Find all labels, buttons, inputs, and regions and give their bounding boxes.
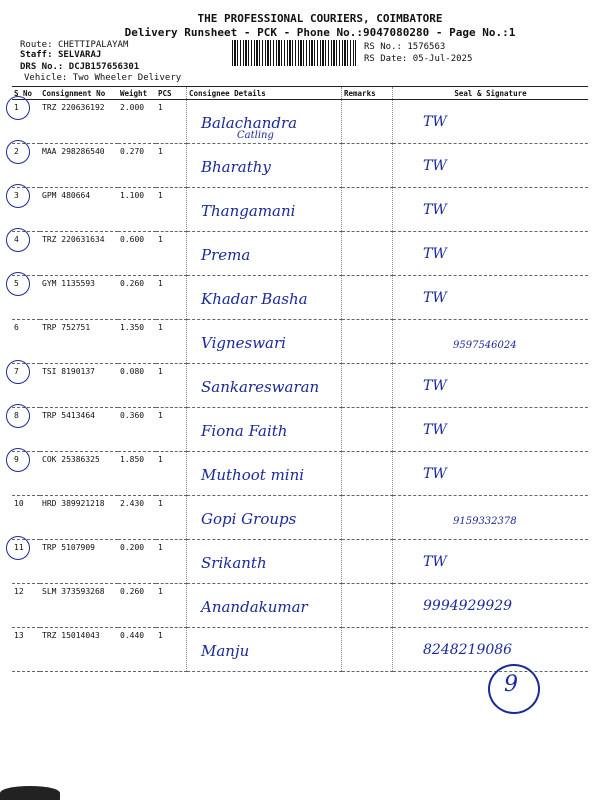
table-row <box>12 452 588 496</box>
consignee-handwriting: Prema <box>201 246 251 264</box>
vehicle-value: Two Wheeler Delivery <box>72 73 182 83</box>
col-remarks: Remarks <box>342 87 393 100</box>
seal-signature: TW <box>423 246 447 262</box>
barcode <box>232 40 356 66</box>
table-row <box>12 408 588 452</box>
cell-consignee <box>187 584 342 628</box>
col-sno: S No <box>12 87 40 100</box>
table-row <box>12 584 588 628</box>
cell-remarks <box>342 276 393 320</box>
vehicle-line <box>24 73 181 83</box>
cell-pcs: 1 <box>156 584 187 628</box>
staff-label: Staff: <box>20 50 53 60</box>
vehicle-label: Vehicle: <box>24 73 68 83</box>
seal-signature: TW <box>423 422 447 438</box>
cell-seal <box>393 364 589 408</box>
drs-label: DRS No.: <box>20 62 64 72</box>
sno-text: 13 <box>14 631 24 640</box>
drs-line <box>20 62 139 72</box>
cell-consignee <box>187 496 342 540</box>
cell-seal <box>393 452 589 496</box>
seal-signature: TW <box>423 290 447 306</box>
col-weight: Weight <box>118 87 156 100</box>
cell-seal <box>393 100 589 144</box>
cell-consignee <box>187 540 342 584</box>
cell-consignment: TRP 752751 <box>40 320 118 364</box>
cell-remarks <box>342 144 393 188</box>
cell-weight: 0.200 <box>118 540 156 584</box>
cell-pcs: 1 <box>156 188 187 232</box>
cell-sno <box>12 408 40 452</box>
col-seal: Seal & Signature <box>393 87 589 100</box>
table-row <box>12 628 588 672</box>
sno-text: 7 <box>14 367 19 376</box>
cell-seal <box>393 320 589 364</box>
cell-pcs: 1 <box>156 408 187 452</box>
cell-consignment: TRZ 220636192 <box>40 100 118 144</box>
cell-weight: 2.430 <box>118 496 156 540</box>
table-row <box>12 496 588 540</box>
cell-pcs: 1 <box>156 232 187 276</box>
cell-remarks <box>342 540 393 584</box>
staff-value: SELVARAJ <box>57 50 102 60</box>
sno-text: 6 <box>14 323 19 332</box>
consignee-handwriting: Srikanth <box>201 554 267 572</box>
table-row <box>12 364 588 408</box>
runsheet-subtitle: Delivery Runsheet - PCK - Phone No.:9047080280 - Page No.:1 <box>124 26 516 39</box>
consignee-handwriting: Manju <box>201 642 250 660</box>
table-row <box>12 144 588 188</box>
rs-no-value: 1576563 <box>407 42 446 52</box>
cell-sno <box>12 540 40 584</box>
rs-date-line <box>364 54 472 64</box>
cell-consignment: SLM 373593268 <box>40 584 118 628</box>
seal-signature: 9994929929 <box>423 598 513 614</box>
consignee-handwriting: Fiona Faith <box>201 422 288 440</box>
sno-text: 2 <box>14 147 19 156</box>
cell-remarks <box>342 628 393 672</box>
cell-sno <box>12 188 40 232</box>
cell-pcs: 1 <box>156 100 187 144</box>
table-row <box>12 100 588 144</box>
cell-remarks <box>342 188 393 232</box>
consignee-handwriting: Gopi Groups <box>201 510 297 528</box>
cell-sno <box>12 584 40 628</box>
cell-consignment: TRP 5413464 <box>40 408 118 452</box>
cell-weight: 0.600 <box>118 232 156 276</box>
seal-phone: 9159332378 <box>453 516 517 527</box>
cell-weight: 0.260 <box>118 276 156 320</box>
cell-pcs: 1 <box>156 540 187 584</box>
cell-consignment: MAA 298286540 <box>40 144 118 188</box>
consignee-handwriting: Balachandra <box>201 114 298 132</box>
sno-text: 10 <box>14 499 24 508</box>
cell-remarks <box>342 496 393 540</box>
cell-consignee <box>187 364 342 408</box>
table-row <box>12 188 588 232</box>
seal-signature: TW <box>423 554 447 570</box>
cell-remarks <box>342 100 393 144</box>
cell-seal <box>393 188 589 232</box>
seal-phone: 9597546024 <box>453 340 517 351</box>
staff-line <box>20 50 101 60</box>
consignee-handwriting: Vigneswari <box>201 334 286 352</box>
cell-seal <box>393 144 589 188</box>
rs-no-line <box>364 42 445 52</box>
rs-date-value: 05-Jul-2025 <box>412 54 473 64</box>
sno-text: 11 <box>14 543 24 552</box>
sno-text: 8 <box>14 411 19 420</box>
cell-consignment: HRD 389921218 <box>40 496 118 540</box>
cell-sno <box>12 276 40 320</box>
cell-sno <box>12 100 40 144</box>
cell-weight: 2.000 <box>118 100 156 144</box>
cell-weight: 1.350 <box>118 320 156 364</box>
route-label: Route: <box>20 40 53 50</box>
cell-consignee <box>187 188 342 232</box>
table-row <box>12 276 588 320</box>
sno-text: 9 <box>14 455 19 464</box>
cell-weight: 0.080 <box>118 364 156 408</box>
sno-text: 5 <box>14 279 19 288</box>
consignee-handwriting: Thangamani <box>201 202 296 220</box>
consignee-handwriting: Sankareswaran <box>201 378 320 396</box>
cell-consignee <box>187 144 342 188</box>
cell-pcs: 1 <box>156 320 187 364</box>
runsheet-table <box>12 86 588 672</box>
seal-signature: TW <box>423 378 447 394</box>
circled-mark <box>488 664 540 714</box>
cell-remarks <box>342 320 393 364</box>
cell-consignee <box>187 320 342 364</box>
cell-sno <box>12 232 40 276</box>
seal-signature: TW <box>423 202 447 218</box>
route-line <box>20 40 128 50</box>
cell-sno <box>12 364 40 408</box>
sno-text: 4 <box>14 235 19 244</box>
route-value: CHETTIPALAYAM <box>57 40 129 50</box>
table-row <box>12 320 588 364</box>
cell-seal <box>393 408 589 452</box>
cell-remarks <box>342 408 393 452</box>
table-header-row <box>12 87 588 100</box>
sno-text: 12 <box>14 587 24 596</box>
cell-weight: 0.270 <box>118 144 156 188</box>
cell-remarks <box>342 364 393 408</box>
cell-weight: 0.440 <box>118 628 156 672</box>
col-pcs: PCS <box>156 87 187 100</box>
cell-consignee <box>187 100 342 144</box>
cell-seal <box>393 584 589 628</box>
cell-pcs: 1 <box>156 628 187 672</box>
cell-pcs: 1 <box>156 452 187 496</box>
seal-signature: TW <box>423 158 447 174</box>
consignee-handwriting: Khadar Basha <box>201 290 308 308</box>
cell-sno <box>12 452 40 496</box>
cell-pcs: 1 <box>156 144 187 188</box>
cell-sno <box>12 628 40 672</box>
cell-weight: 1.850 <box>118 452 156 496</box>
cell-seal <box>393 232 589 276</box>
consignee-handwriting: Bharathy <box>201 158 271 176</box>
table-row <box>12 232 588 276</box>
sno-text: 1 <box>14 103 19 112</box>
cell-consignee <box>187 408 342 452</box>
company-title: THE PROFESSIONAL COURIERS, COIMBATORE <box>197 12 443 25</box>
seal-signature: 8248219086 <box>423 642 513 658</box>
rs-no-label: RS No.: <box>364 42 402 52</box>
cell-consignment: TSI 8190137 <box>40 364 118 408</box>
circled-mark-text: 9 <box>504 672 518 697</box>
cell-seal <box>393 628 589 672</box>
cell-consignment: COK 25386325 <box>40 452 118 496</box>
cell-consignment: TRZ 220631634 <box>40 232 118 276</box>
seal-signature: TW <box>423 114 447 130</box>
cell-sno <box>12 144 40 188</box>
cell-consignment: TRZ 15014043 <box>40 628 118 672</box>
cell-weight: 0.360 <box>118 408 156 452</box>
cell-consignee <box>187 628 342 672</box>
cell-pcs: 1 <box>156 496 187 540</box>
cell-pcs: 1 <box>156 276 187 320</box>
cell-consignment: GPM 480664 <box>40 188 118 232</box>
consignee-handwriting: Anandakumar <box>201 598 308 616</box>
cell-consignment: GYM 1135593 <box>40 276 118 320</box>
cell-remarks <box>342 232 393 276</box>
cell-consignee <box>187 276 342 320</box>
cell-weight: 1.100 <box>118 188 156 232</box>
cell-seal <box>393 540 589 584</box>
cell-consignee <box>187 232 342 276</box>
sno-text: 3 <box>14 191 19 200</box>
cell-pcs: 1 <box>156 364 187 408</box>
col-consignment: Consignment No <box>40 87 118 100</box>
table-row <box>12 540 588 584</box>
cell-consignment: TRP 5107909 <box>40 540 118 584</box>
consignee-handwriting-extra: Catling <box>237 130 274 141</box>
cell-remarks <box>342 452 393 496</box>
col-consignee: Consignee Details <box>187 87 342 100</box>
consignee-handwriting: Muthoot mini <box>201 466 305 484</box>
cell-seal <box>393 276 589 320</box>
scan-edge-mark <box>0 786 60 800</box>
cell-remarks <box>342 584 393 628</box>
cell-sno <box>12 496 40 540</box>
cell-consignee <box>187 452 342 496</box>
cell-sno <box>12 320 40 364</box>
seal-signature: TW <box>423 466 447 482</box>
cell-seal <box>393 496 589 540</box>
rs-date-label: RS Date: <box>364 54 408 64</box>
cell-weight: 0.260 <box>118 584 156 628</box>
drs-value: DCJB157656301 <box>68 62 140 72</box>
